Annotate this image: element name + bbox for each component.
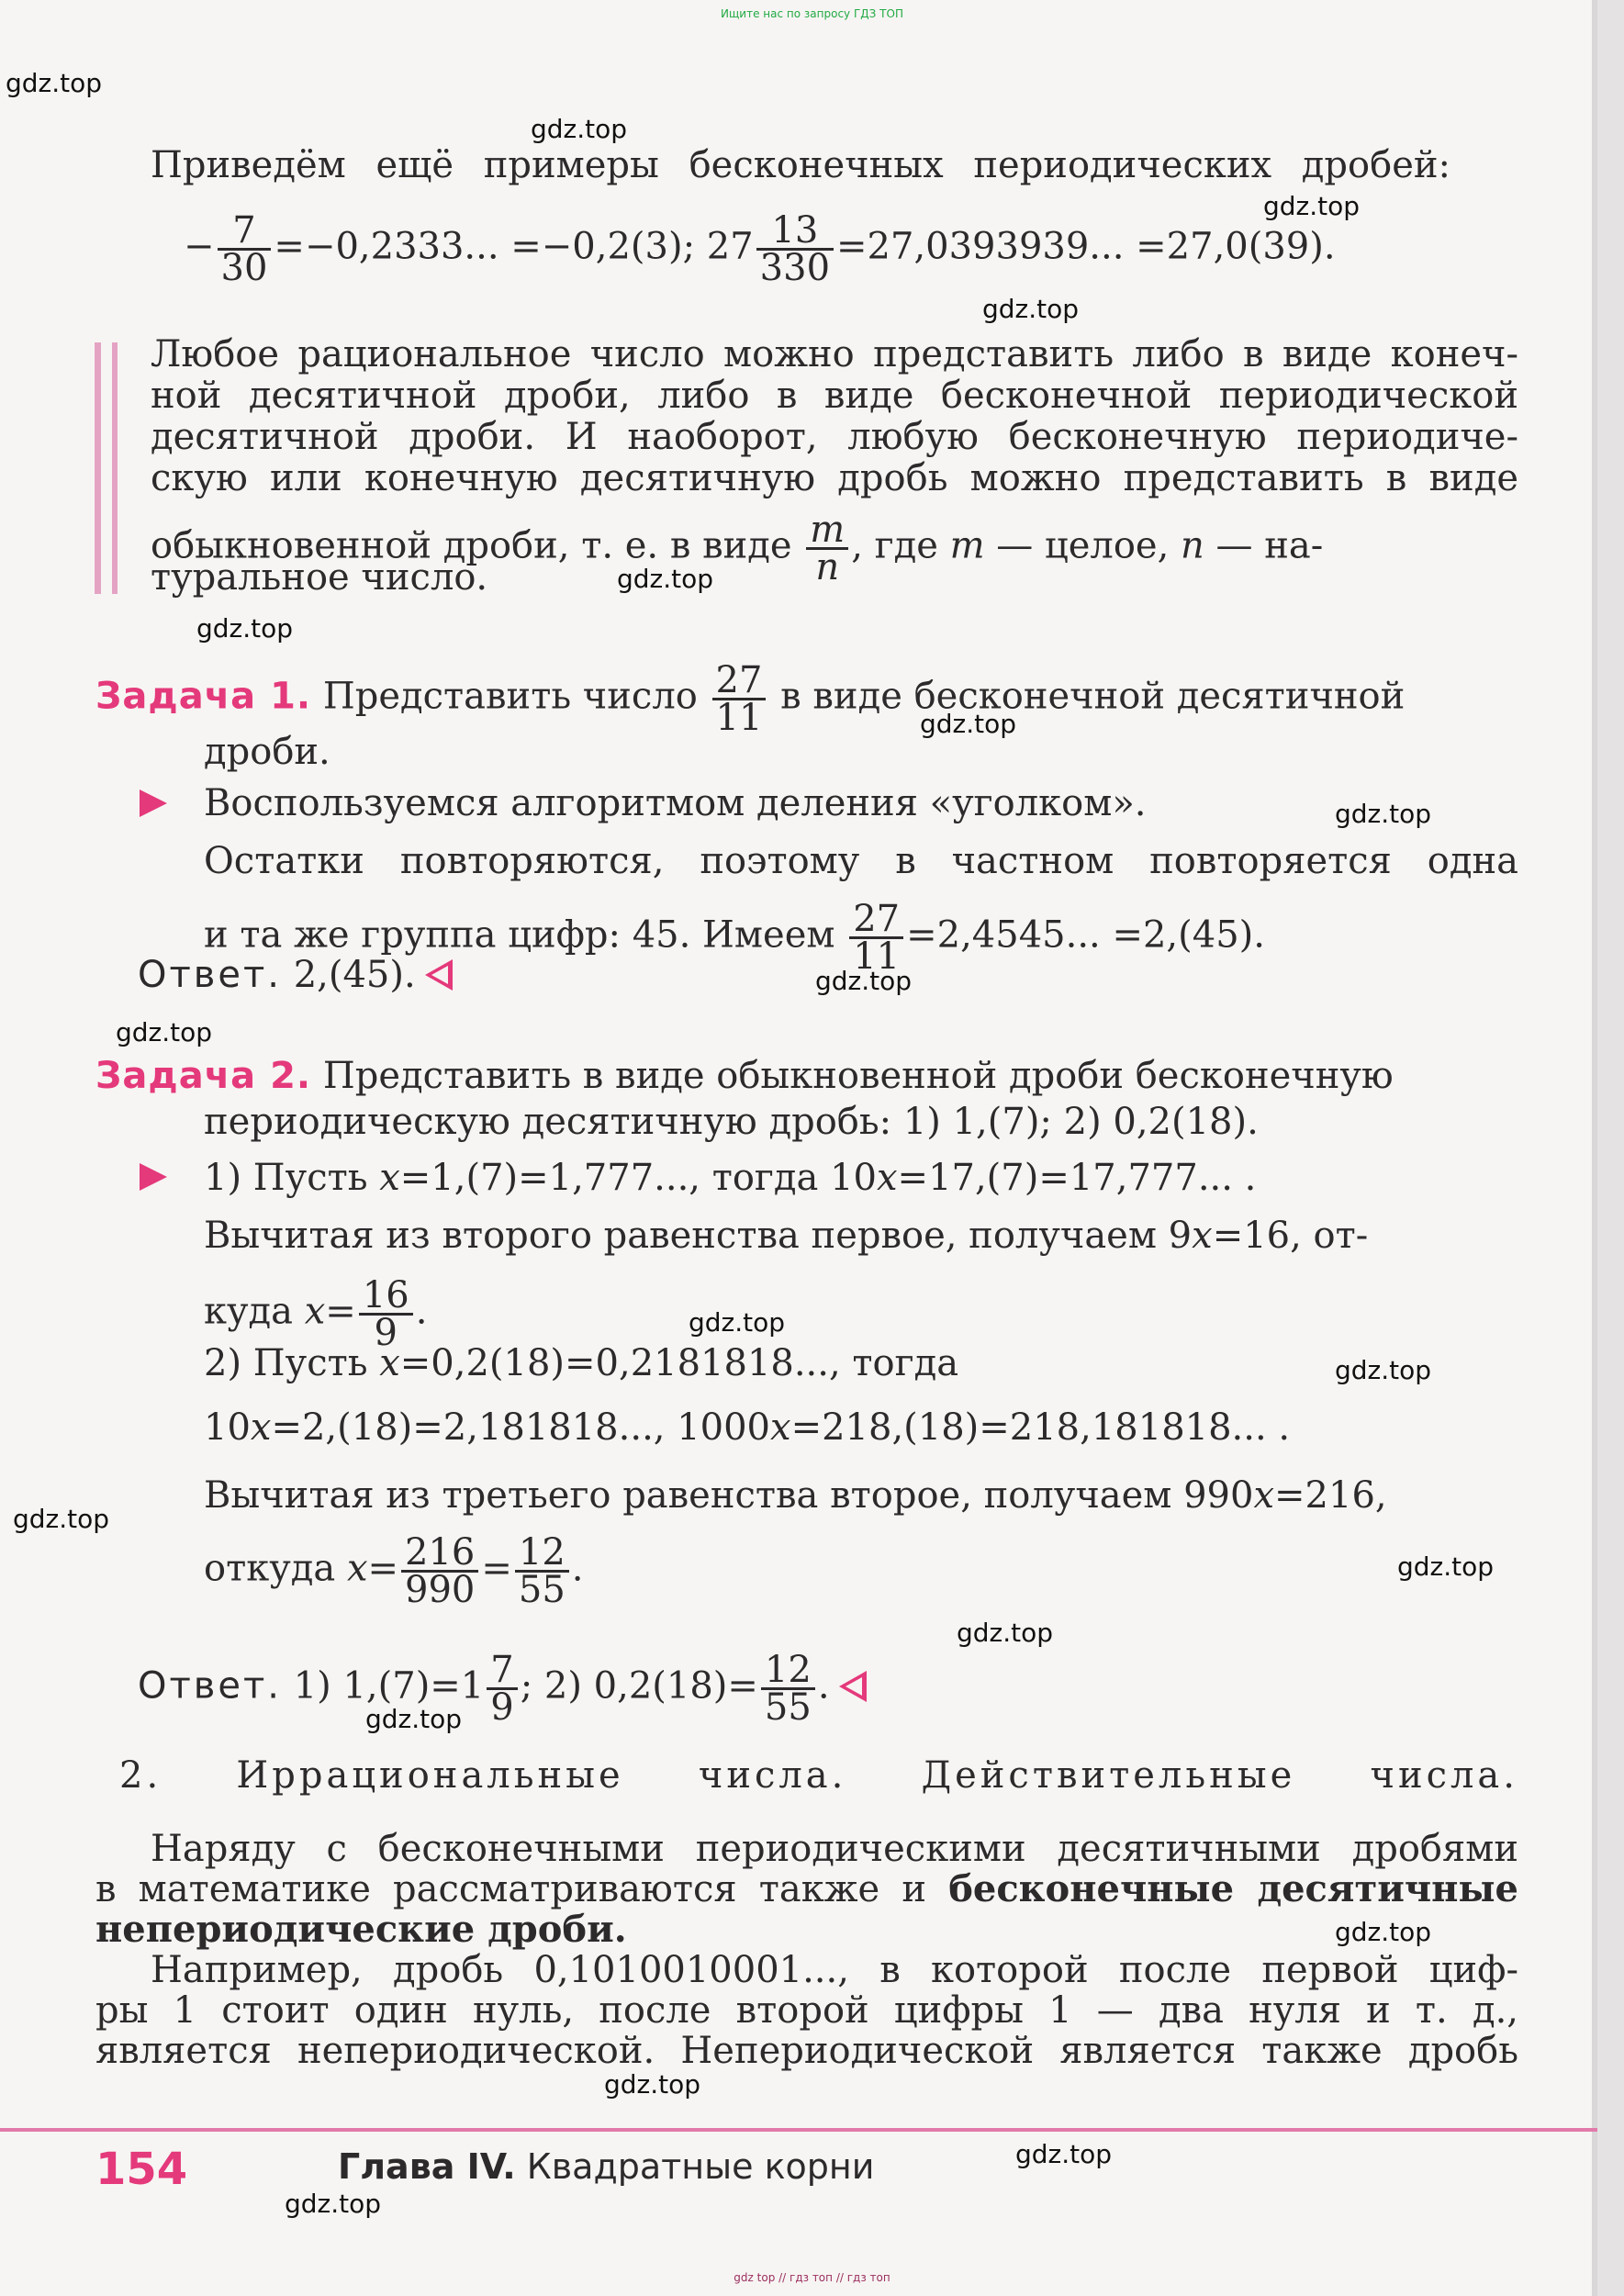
rule-line: скую или конечную десятичную дробь можно представить в виде <box>151 457 1518 499</box>
top-banner: Ищите нас по запросу ГДЗ ТОП <box>721 7 903 20</box>
text-line: откуда x= $\frac{216}{990}$ = $\frac{12}{55}$ . <box>204 1531 584 1611</box>
end-of-solution-icon <box>425 959 453 991</box>
watermark: gdz.top <box>1263 191 1361 221</box>
text-line: Воспользуемся алгоритмом деления «уголком». <box>204 782 1147 824</box>
rule-marker-bar <box>112 342 118 594</box>
text-line: Вычитая из второго равенства первое, получаем 9x=16, от- <box>204 1215 1369 1257</box>
bottom-banner: gdz top // гдз топ // гдз топ <box>734 2271 890 2284</box>
page-edge <box>1597 0 1624 2296</box>
watermark: gdz.top <box>13 1504 110 1534</box>
task-1-statement: Задача 1. Представить число $\frac{27}{11}$ в виде бесконечной десятичной <box>95 659 1406 739</box>
text-line: в математике рассматриваются также и бесконечные десятичные <box>95 1867 1519 1910</box>
task-1-label: Задача 1. <box>95 675 312 718</box>
footer-rule <box>0 2128 1597 2132</box>
end-of-solution-icon <box>839 1671 867 1702</box>
watermark: gdz.top <box>1335 799 1432 829</box>
watermark: gdz.top <box>604 2069 701 2100</box>
text-line: 10x=2,(18)=2,181818..., 1000x=218,(18)=218,181818... . <box>204 1406 1291 1449</box>
watermark: gdz.top <box>689 1307 786 1338</box>
rule-line: туральное число. <box>151 556 488 599</box>
rule-line: ной десятичной дроби, либо в виде бесконечной периодической <box>151 375 1518 417</box>
text-line: 1) Пусть x=1,(7)=1,777..., тогда 10x=17,(7)=17,777... . <box>204 1157 1257 1199</box>
watermark: gdz.top <box>365 1704 463 1734</box>
section-heading: 2. Иррациональные числа. Действительные числа. <box>119 1754 1518 1797</box>
text-line: куда x= $\frac{16}{9}$ . <box>204 1274 428 1354</box>
rule-marker-bar <box>95 342 101 594</box>
watermark: gdz.top <box>1397 1551 1495 1582</box>
solution-arrow-icon <box>140 1163 167 1191</box>
task-2-statement: Задача 2. Представить в виде обыкновенной дроби бесконечную <box>95 1055 1394 1097</box>
watermark: gdz.top <box>6 68 103 98</box>
watermark: gdz.top <box>1335 1917 1432 1947</box>
watermark: gdz.top <box>196 613 294 644</box>
example-fractions-line: − $\frac{7}{30}$ =−0,2333... =−0,2(3); 27 $\frac{13}{330}$ =27,0393939... =27,0(39). <box>184 209 1336 289</box>
text-line: Остатки повторяются, поэтому в частном повторяется одна <box>204 840 1518 882</box>
watermark: gdz.top <box>815 966 913 996</box>
text-line: Например, дробь 0,1010010001..., в которой после первой циф- <box>151 1949 1518 1991</box>
text-line: и та же группа цифр: 45. Имеем $\frac{27}{11}$ =2,4545... =2,(45). <box>204 898 1265 978</box>
text-line: непериодические дроби. <box>95 1908 627 1951</box>
watermark: gdz.top <box>285 2189 382 2219</box>
text-line: дроби. <box>204 731 330 773</box>
text-line: 2) Пусть x=0,2(18)=0,2181818..., тогда <box>204 1342 959 1384</box>
text-line: Вычитая из третьего равенства второе, получаем 990x=216, <box>204 1474 1387 1517</box>
text-line: Наряду с бесконечными периодическими десятичными дробями <box>151 1828 1518 1870</box>
chapter-title: Глава IV. Квадратные корни <box>338 2146 875 2187</box>
watermark: gdz.top <box>982 294 1080 324</box>
watermark: gdz.top <box>920 709 1017 739</box>
rule-line: обыкновенной дроби, т. е. в виде $\frac{m}{n}$ , где m — целое, n — на- <box>151 509 1324 588</box>
text-line: является непериодической. Непериодической является также дробь <box>95 2030 1518 2072</box>
watermark: gdz.top <box>617 564 714 594</box>
page-number: 154 <box>95 2144 188 2195</box>
watermark: gdz.top <box>116 1017 213 1047</box>
text-line: Приведём ещё примеры бесконечных периодических дробей: <box>151 144 1450 186</box>
watermark: gdz.top <box>957 1618 1054 1648</box>
answer-2: Ответ. 1) 1,(7)=1 $\frac{7}{9}$ ; 2) 0,2(18)= $\frac{12}{55}$ . <box>138 1652 867 1725</box>
text-line: периодическую десятичную дробь: 1) 1,(7); 2) 0,2(18). <box>204 1101 1259 1143</box>
answer-1: Ответ. 2,(45). <box>138 955 453 995</box>
watermark: gdz.top <box>1015 2139 1113 2169</box>
text-line: ры 1 стоит один нуль, после второй цифры 1 — два нуля и т. д., <box>95 1989 1518 2032</box>
task-2-label: Задача 2. <box>95 1055 312 1097</box>
watermark: gdz.top <box>531 114 628 144</box>
watermark: gdz.top <box>1335 1355 1432 1385</box>
solution-arrow-icon <box>140 790 167 817</box>
rule-line: Любое рациональное число можно представить либо в виде конеч- <box>151 333 1518 375</box>
rule-line: десятичной дроби. И наоборот, любую бесконечную периодиче- <box>151 416 1518 458</box>
